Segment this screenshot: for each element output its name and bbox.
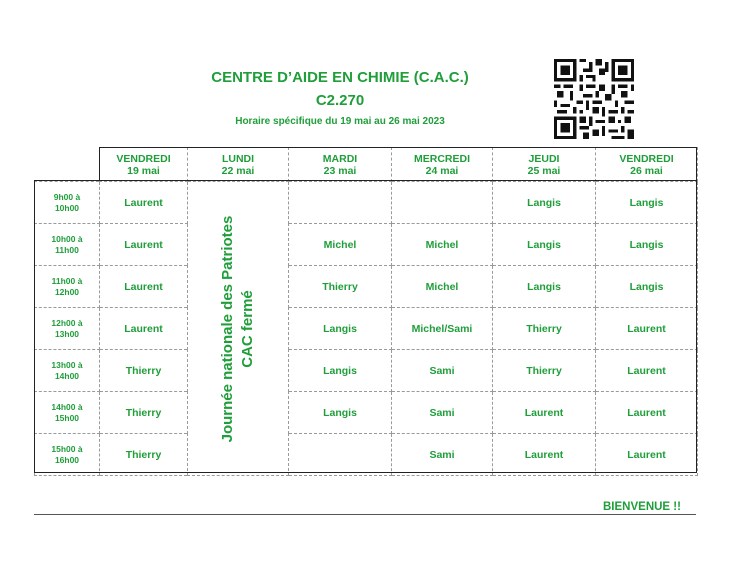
time-slot: 15h00 à 16h00 (35, 434, 100, 476)
time-slot: 10h00 à 11h00 (35, 224, 100, 266)
time-row (35, 182, 698, 224)
schedule-cell: Laurent (493, 434, 596, 476)
time-row (35, 224, 698, 266)
time-row (35, 266, 698, 308)
schedule-cell: Michel (289, 224, 392, 266)
schedule-cell: Langis (493, 182, 596, 224)
footer-divider (34, 514, 696, 515)
day-header-row (35, 148, 698, 182)
schedule-cell: Michel/Sami (392, 308, 493, 350)
schedule-cell: Laurent (596, 392, 698, 434)
corner-cell (35, 148, 100, 182)
schedule-cell: Langis (596, 266, 698, 308)
day-header: MARDI 23 mai (289, 148, 392, 182)
schedule-cell: Laurent (100, 182, 188, 224)
schedule-cell: Michel (392, 224, 493, 266)
schedule-cell: Michel (392, 266, 493, 308)
time-slot: 13h00 à 14h00 (35, 350, 100, 392)
schedule-cell: Thierry (289, 266, 392, 308)
holiday-notice: Journée nationale des Patriotes CAC fermé (219, 215, 256, 442)
schedule-table (34, 147, 698, 476)
time-row (35, 392, 698, 434)
schedule-cell: Langis (289, 392, 392, 434)
schedule-cell (392, 182, 493, 224)
schedule-cell (289, 434, 392, 476)
day-header: VENDREDI 26 mai (596, 148, 698, 182)
schedule-cell: Langis (493, 224, 596, 266)
schedule-cell: Thierry (100, 392, 188, 434)
schedule-cell: Laurent (596, 350, 698, 392)
schedule-cell: Laurent (100, 308, 188, 350)
schedule-cell: Thierry (493, 350, 596, 392)
time-slot: 11h00 à 12h00 (35, 266, 100, 308)
schedule-cell (289, 182, 392, 224)
schedule-cell: Langis (289, 308, 392, 350)
day-header: LUNDI 22 mai (188, 148, 289, 182)
schedule-cell: Langis (596, 224, 698, 266)
schedule-cell: Thierry (100, 350, 188, 392)
schedule-cell: Sami (392, 434, 493, 476)
day-header: JEUDI 25 mai (493, 148, 596, 182)
time-slot: 9h00 à 10h00 (35, 182, 100, 224)
schedule-cell: Sami (392, 392, 493, 434)
welcome-message: BIENVENUE !! (603, 501, 681, 513)
schedule-cell: Langis (493, 266, 596, 308)
schedule-cell: Laurent (100, 266, 188, 308)
schedule-cell: Laurent (100, 224, 188, 266)
schedule-cell: Langis (289, 350, 392, 392)
schedule-cell: Laurent (596, 434, 698, 476)
schedule-cell: Sami (392, 350, 493, 392)
day-header: MERCREDI 24 mai (392, 148, 493, 182)
schedule-cell: Langis (596, 182, 698, 224)
time-slot: 12h00 à 13h00 (35, 308, 100, 350)
schedule-cell: Laurent (493, 392, 596, 434)
schedule-cell: Thierry (493, 308, 596, 350)
qr-code-icon (554, 59, 634, 139)
room-number: C2.270 (315, 92, 365, 109)
time-row (35, 434, 698, 476)
time-row (35, 350, 698, 392)
holiday-cell (188, 182, 289, 476)
schedule-cell: Thierry (100, 434, 188, 476)
schedule-subtitle: Horaire spécifique du 19 mai au 26 mai 2023 (235, 116, 445, 127)
time-slot: 14h00 à 15h00 (35, 392, 100, 434)
centre-title: CENTRE D’AIDE EN CHIMIE (C.A.C.) (211, 69, 469, 86)
schedule-cell: Laurent (596, 308, 698, 350)
day-header: VENDREDI 19 mai (100, 148, 188, 182)
time-row (35, 308, 698, 350)
